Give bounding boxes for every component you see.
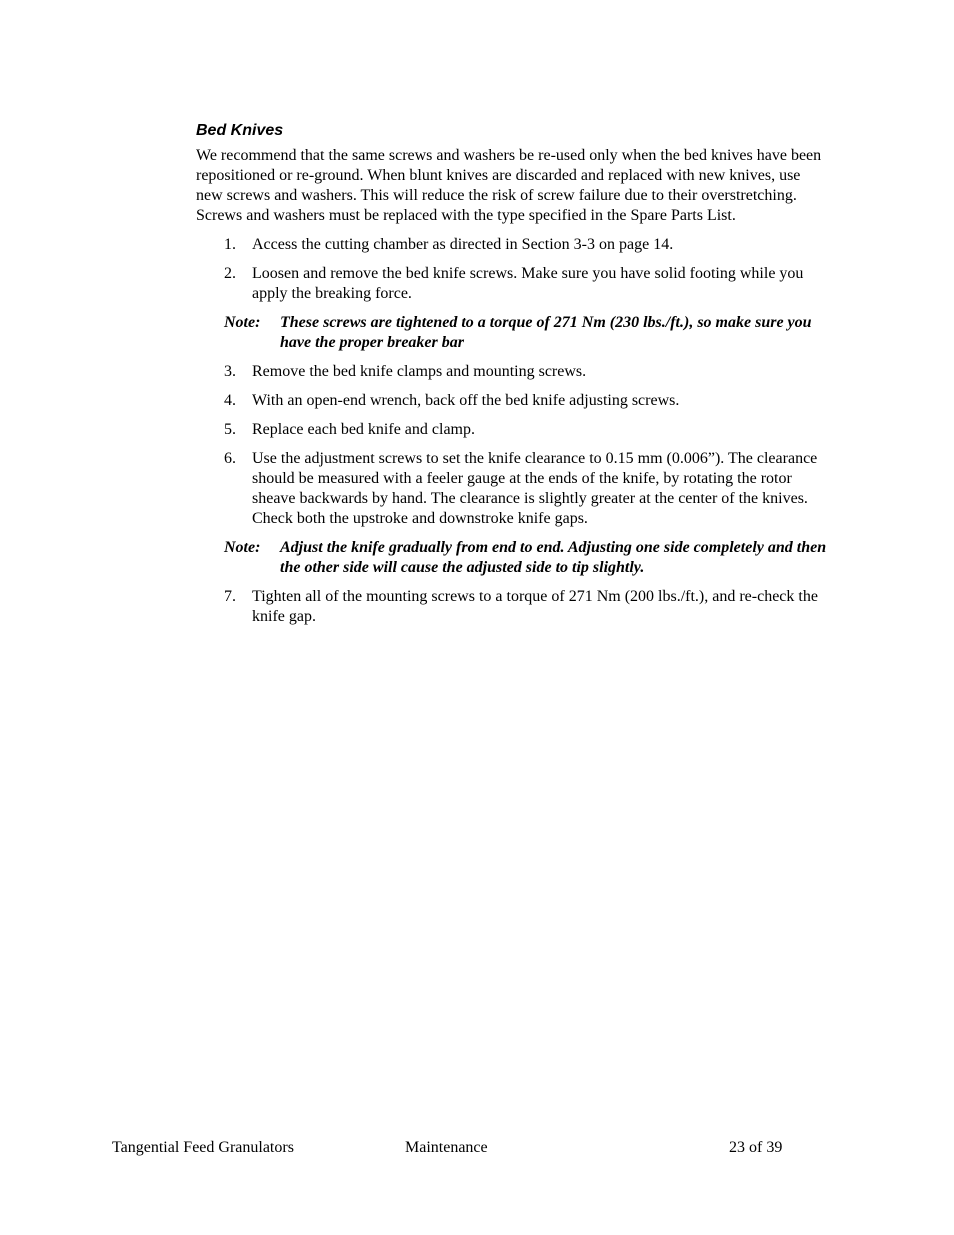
- list-item: [196, 235, 836, 255]
- list-item: [196, 449, 836, 529]
- step-number: 4.: [224, 392, 236, 409]
- note-callout: [196, 313, 836, 353]
- step-number: 5.: [224, 421, 236, 438]
- page-footer: [0, 1138, 954, 1158]
- step-text: Replace each bed knife and clamp.: [252, 421, 475, 438]
- footer-document-title: Tangential Feed Granulators: [112, 1139, 294, 1156]
- step-number: 7.: [224, 588, 236, 605]
- step-text: Remove the bed knife clamps and mounting screws.: [252, 363, 587, 380]
- step-text: Use the adjustment screws to set the knife clearance to 0.15 mm (0.006”). The clearance should be measured with a feeler gauge at the ends of the knife, by rotating the rotor sheave backwards by hand. The clearance is slightly greater at the center of the knives. Check both the upstroke and downstroke knife gaps.: [252, 450, 818, 527]
- note-text: Adjust the knife gradually from end to end. Adjusting one side completely and then the other side will cause the adjusted side to tip slightly.: [280, 539, 827, 576]
- step-number: 2.: [224, 265, 236, 282]
- step-text: With an open-end wrench, back off the bed knife adjusting screws.: [252, 392, 680, 409]
- section-heading: Bed Knives: [196, 122, 284, 139]
- procedure-list: [196, 235, 836, 627]
- footer-chapter: Maintenance: [405, 1139, 488, 1156]
- step-text: Loosen and remove the bed knife screws. Make sure you have solid footing while you apply the breaking force.: [252, 265, 804, 302]
- note-label: Note:: [224, 539, 261, 556]
- list-item: [196, 420, 836, 440]
- note-text: These screws are tightened to a torque of 271 Nm (230 lbs./ft.), so make sure you have the proper breaker bar: [280, 314, 812, 351]
- intro-paragraph: We recommend that the same screws and washers be re-used only when the bed knives have been repositioned or re-ground. When blunt knives are discarded and replaced with new knives, use new screws and washers. This will reduce the risk of screw failure due to their overstretching. Screws and washers must be replaced with the type specified in the Spare Parts List.: [196, 147, 822, 224]
- document-body: [196, 121, 836, 627]
- list-item: [196, 391, 836, 411]
- note-callout: [196, 538, 836, 578]
- step-number: 6.: [224, 450, 236, 467]
- note-label: Note:: [224, 314, 261, 331]
- list-item: [196, 362, 836, 382]
- footer-page-number: 23 of 39: [729, 1139, 783, 1156]
- list-item: [196, 587, 836, 627]
- step-text: Access the cutting chamber as directed in Section 3-3 on page 14.: [252, 236, 674, 253]
- step-number: 3.: [224, 363, 236, 380]
- list-item: [196, 264, 836, 304]
- step-text: Tighten all of the mounting screws to a torque of 271 Nm (200 lbs./ft.), and re-check the knife gap.: [252, 588, 818, 625]
- step-number: 1.: [224, 236, 236, 253]
